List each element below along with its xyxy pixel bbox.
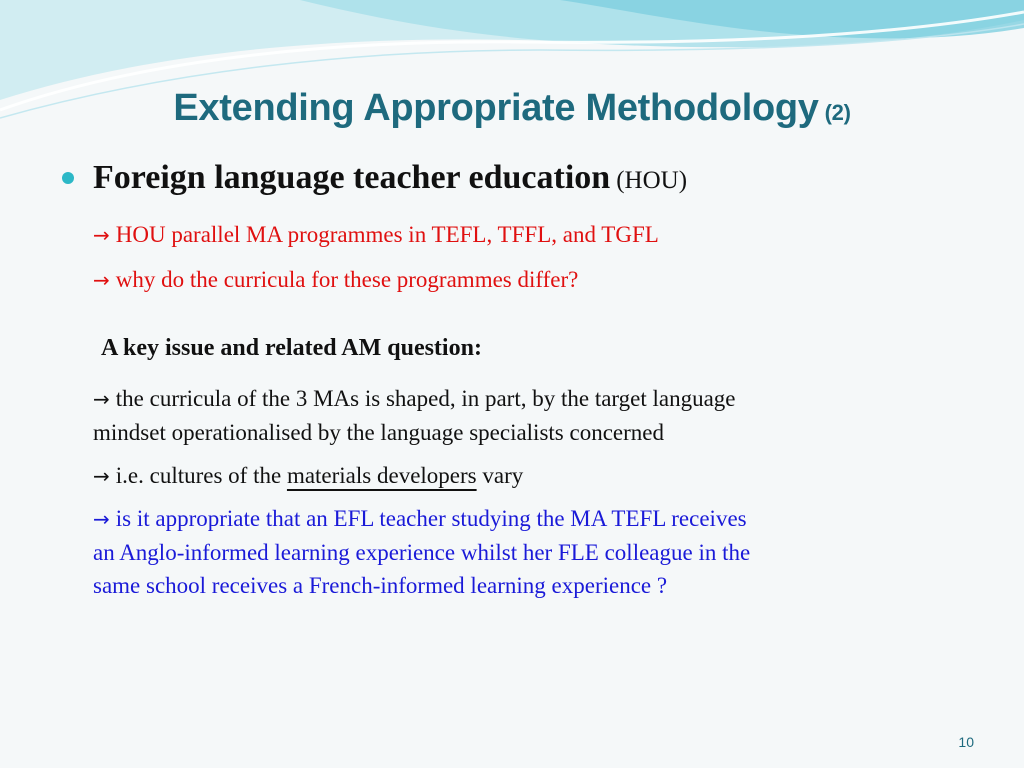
point-cultures-vary — [93, 459, 973, 493]
bullet-paren: (HOU) — [616, 167, 688, 194]
item-text: HOU parallel MA programmes in TEFL, TFFL, and TGFL — [115, 222, 659, 247]
bullet-strong: Foreign language teacher education — [93, 159, 611, 196]
point-line-2: mindset operationalised by the language specialists concerned — [93, 420, 664, 445]
right-arrow-icon: → — [93, 223, 110, 247]
slide-title — [0, 84, 1024, 137]
point-underlined: materials developers — [286, 463, 477, 488]
item-hou-programmes — [93, 218, 973, 252]
item-curricula-differ — [93, 263, 973, 297]
point-line-1: is it appropriate that an EFL teacher studying the MA TEFL receives — [115, 506, 747, 531]
point-line-3: same school receives a French-informed learning experience ? — [93, 573, 668, 598]
right-arrow-icon: → — [93, 464, 110, 488]
bullet-dot-icon — [62, 172, 74, 184]
right-arrow-icon: → — [93, 507, 110, 531]
point-line-1: the curricula of the 3 MAs is shaped, in part, by the target language — [115, 386, 736, 411]
bullet-text — [93, 158, 687, 201]
right-arrow-icon: → — [93, 268, 110, 292]
point-appropriate-question — [93, 502, 973, 602]
point-suffix: vary — [476, 463, 524, 488]
right-arrow-icon: → — [93, 387, 110, 411]
item-text: why do the curricula for these programmes differ? — [115, 267, 579, 292]
point-curricula-shaped — [93, 382, 973, 449]
slide-title-number: (2) — [824, 100, 851, 125]
page-number: 10 — [958, 734, 974, 750]
bullet-main — [60, 158, 980, 202]
slide-title-text: Extending Appropriate Methodology — [173, 87, 819, 129]
key-issue-heading: A key issue and related AM question: — [101, 335, 482, 361]
point-prefix: i.e. cultures of the — [115, 463, 287, 488]
point-line-2: an Anglo-informed learning experience whilst her FLE colleague in the — [93, 540, 751, 565]
